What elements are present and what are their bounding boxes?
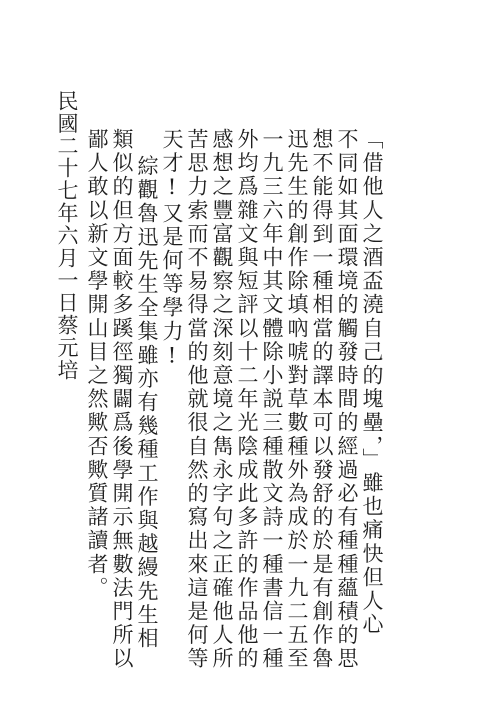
text-line-4: 迅先生的創作除填吶唬對草數種外為成於一九二五至 <box>285 128 309 671</box>
text-line-11: 類似的但方面較多蹊徑獨闢爲後學開示無數法門所以 <box>110 128 134 671</box>
signature-line: 民國二十七年六月一日蔡元培 <box>55 90 79 382</box>
text-line-6: 外均爲雜文與短評以十二年光陰成此多許的作品他的 <box>235 128 259 671</box>
text-line-1: 「借他人之酒盃澆自己的塊壘，」雖也痛快但人心 <box>360 128 384 637</box>
text-line-8: 苦思力索而不易得當的他就很自然的寫出來這是何等 <box>185 128 209 671</box>
text-line-7: 感想之豐富觀察之深刻意境之雋永字句之正確他人所 <box>210 128 234 671</box>
text-line-2: 不同如其面環境的觸發時間的經過必有種種蘊積的思 <box>335 128 359 671</box>
text-line-9: 天才!又是何等學力! <box>160 128 184 370</box>
text-line-10: 綜觀魯迅先生全集雖亦有幾種工作與越縵先生相 <box>135 155 159 651</box>
text-line-12: 鄙人敢以新文學開山目之然歟否歟質諸讀者。 <box>85 128 109 600</box>
text-line-3: 想不能得到一種相當的譯本可以發舒的於是有創作魯 <box>310 128 334 671</box>
text-line-5: 一九三六年中其文體除小説三種散文詩一種書信一種 <box>260 128 284 671</box>
